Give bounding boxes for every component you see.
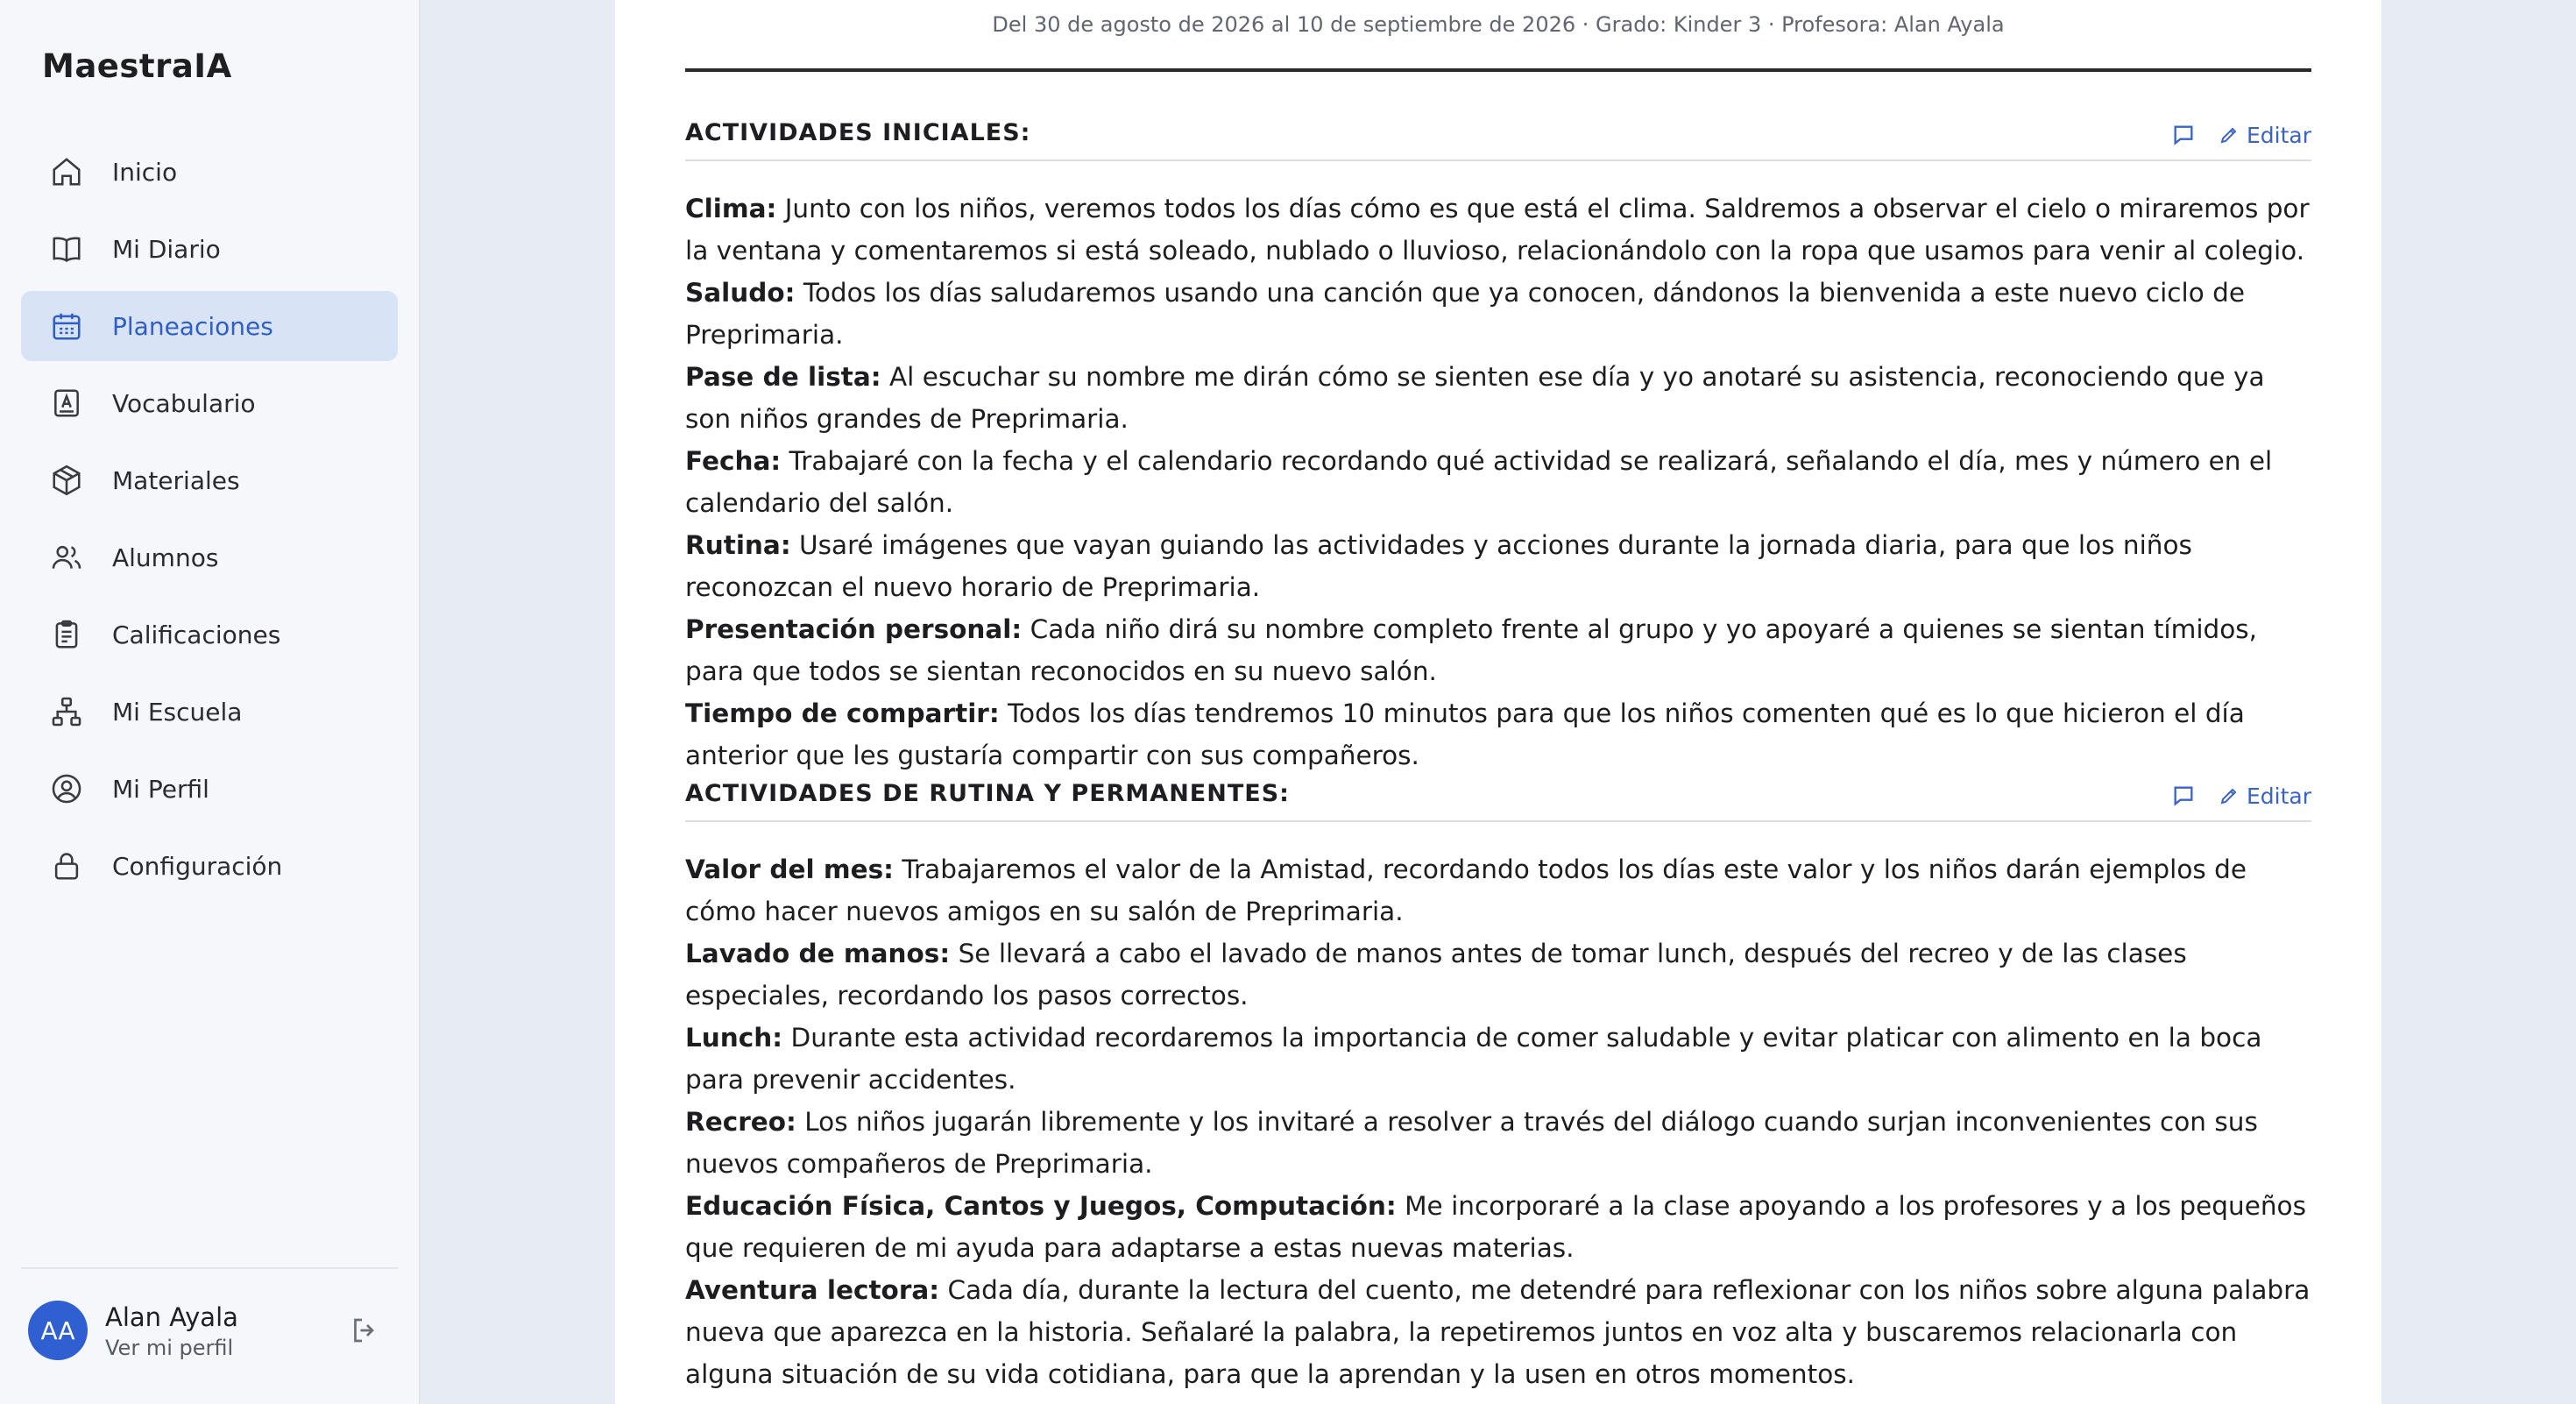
sidebar-item-configuracion[interactable]	[21, 831, 398, 901]
item-text: Trabajaré con la fecha y el calendario recordando qué actividad se realizará, señalando el día, mes y número en el calendario del salón.	[685, 446, 2273, 518]
item-text: Se llevará a cabo el lavado de manos antes de tomar lunch, después del recreo y de las clases especiales, recordando los pasos correctos.	[685, 939, 2187, 1010]
edit-label: Editar	[2246, 783, 2311, 809]
pencil-icon	[2219, 124, 2240, 145]
item-term: Lunch:	[685, 1023, 783, 1053]
sidebar-item-label: Materiales	[112, 465, 240, 495]
item-term: Educación Física, Cantos y Juegos, Computación:	[685, 1191, 1397, 1221]
item-term: Presentación personal:	[685, 614, 1023, 644]
list-item	[685, 932, 2311, 1017]
section-title: ACTIVIDADES DE RUTINA Y PERMANENTES:	[685, 780, 1290, 807]
edit-button[interactable]	[2219, 784, 2311, 809]
section-actions	[2168, 780, 2311, 812]
list-item	[685, 692, 2311, 776]
logout-button[interactable]	[349, 1315, 384, 1350]
comment-button[interactable]	[2168, 780, 2199, 812]
list-item	[685, 356, 2311, 440]
sidebar-item-vocabulario[interactable]	[21, 368, 398, 438]
item-term: Valor del mes:	[685, 854, 894, 884]
pencil-icon	[2219, 785, 2240, 806]
lock-icon	[49, 848, 84, 883]
item-term: Pase de lista:	[685, 362, 881, 392]
item-term: Tiempo de compartir:	[685, 698, 1000, 728]
section-title: ACTIVIDADES INICIALES:	[685, 119, 1031, 146]
item-text: Trabajaremos el valor de la Amistad, recordando todos los días este valor y los niños darán ejemplos de cómo hacer nuevos amigos en su salón de Preprimaria.	[685, 854, 2247, 926]
logout-icon	[349, 1315, 380, 1346]
sidebar-item-label: Configuración	[112, 851, 283, 881]
user-circle-icon	[49, 771, 84, 806]
section-body-actividades-rutina	[685, 848, 2311, 1395]
item-text: Cada niño dirá su nombre completo frente al grupo y yo apoyaré a quienes se sientan tímidos, para que todos se sientan reconocidos en su nuevo salón.	[685, 614, 2258, 686]
item-text: Junto con los niños, veremos todos los días cómo es que está el clima. Saldremos a observar el cielo o miraremos por la ventana y comentaremos si está soleado, nublado o lluvioso, relacionándolo con la ropa que usamos para venir al colegio.	[685, 194, 2310, 266]
edit-button[interactable]	[2219, 123, 2311, 148]
network-icon	[49, 694, 84, 729]
item-text: Todos los días tendremos 10 minutos para que los niños comenten qué es lo que hicieron el día anterior que les gustaría compartir con sus compañeros.	[685, 698, 2245, 770]
list-item	[685, 1101, 2311, 1185]
edit-label: Editar	[2246, 122, 2311, 148]
sidebar-item-label: Mi Diario	[112, 234, 221, 264]
book-icon	[49, 231, 84, 266]
sidebar-item-mi-perfil[interactable]	[21, 754, 398, 824]
comment-icon	[2171, 123, 2196, 147]
sidebar-item-label: Alumnos	[112, 542, 219, 572]
section-body-actividades-iniciales	[685, 188, 2311, 776]
sidebar-item-label: Inicio	[112, 157, 178, 187]
user-name: Alan Ayala	[105, 1302, 238, 1332]
sidebar-item-inicio[interactable]	[21, 137, 398, 207]
item-text: Los niños jugarán libremente y los invitaré a resolver a través del diálogo cuando surjan inconvenientes con sus nuevos compañeros de Preprimaria.	[685, 1107, 2258, 1179]
sidebar-item-mi-escuela[interactable]	[21, 677, 398, 747]
avatar[interactable]: AA	[28, 1301, 88, 1360]
brand-logo: MaestraIA	[42, 47, 232, 85]
calendar-icon	[49, 308, 84, 344]
item-term: Clima:	[685, 194, 777, 223]
sidebar-item-label: Planeaciones	[112, 311, 273, 341]
comment-icon	[2171, 784, 2196, 808]
section-header-actividades-rutina	[685, 780, 2311, 822]
sidebar-item-label: Mi Perfil	[112, 774, 209, 804]
planning-meta: Del 30 de agosto de 2026 al 10 de septiembre de 2026 · Grado: Kinder 3 · Profesora: Alan Ayala	[992, 12, 2005, 37]
item-term: Aventura lectora:	[685, 1275, 940, 1305]
sidebar-nav	[21, 137, 398, 908]
main-panel	[615, 0, 2381, 1404]
section-header-actividades-iniciales	[685, 119, 2311, 161]
sidebar-item-mi-diario[interactable]	[21, 214, 398, 284]
item-term: Saludo:	[685, 278, 796, 308]
vocabulary-icon	[49, 386, 84, 421]
sidebar-item-alumnos[interactable]	[21, 522, 398, 592]
comment-button[interactable]	[2168, 119, 2199, 151]
user-profile-block[interactable]	[21, 1267, 398, 1404]
list-item	[685, 524, 2311, 608]
sidebar-item-label: Vocabulario	[112, 388, 256, 418]
item-text: Cada día, durante la lectura del cuento, me detendré para reflexionar con los niños sobre alguna palabra nueva que aparezca en la historia. Señalaré la palabra, la repetiremos juntos en voz alta y buscaremos relacionarla con alguna situación de su vida cotidiana, para que la aprendan y la usen en otros momentos.	[685, 1275, 2311, 1389]
list-item	[685, 1017, 2311, 1101]
list-item	[685, 272, 2311, 356]
list-item	[685, 848, 2311, 932]
sidebar	[0, 0, 421, 1404]
sidebar-item-label: Mi Escuela	[112, 697, 243, 727]
section-actions	[2168, 119, 2311, 151]
box-icon	[49, 463, 84, 498]
view-profile-link[interactable]: Ver mi perfil	[105, 1336, 234, 1360]
sidebar-item-calificaciones[interactable]	[21, 599, 398, 670]
item-text: Al escuchar su nombre me dirán cómo se sienten ese día y yo anotaré su asistencia, reconociendo que ya son niños grandes de Preprimaria.	[685, 362, 2265, 434]
sidebar-item-planeaciones[interactable]	[21, 291, 398, 361]
clipboard-icon	[49, 617, 84, 652]
users-icon	[49, 540, 84, 575]
list-item	[685, 1185, 2311, 1269]
sidebar-item-label: Calificaciones	[112, 620, 281, 649]
item-term: Lavado de manos:	[685, 939, 951, 968]
home-icon	[49, 154, 84, 189]
item-term: Recreo:	[685, 1107, 796, 1137]
item-text: Durante esta actividad recordaremos la importancia de comer saludable y evitar platicar con alimento en la boca para prevenir accidentes.	[685, 1023, 2262, 1095]
item-term: Rutina:	[685, 530, 791, 560]
header-divider	[685, 68, 2311, 72]
item-text: Todos los días saludaremos usando una canción que ya conocen, dándonos la bienvenida a este nuevo ciclo de Preprimaria.	[685, 278, 2246, 350]
item-text: Me incorporaré a la clase apoyando a los profesores y a los pequeños que requieren de mi ayuda para adaptarse a estas nuevas materias.	[685, 1191, 2306, 1263]
list-item	[685, 608, 2311, 692]
item-term: Fecha:	[685, 446, 782, 476]
item-text: Usaré imágenes que vayan guiando las actividades y acciones durante la jornada diaria, para que los niños reconozcan el nuevo horario de Preprimaria.	[685, 530, 2192, 602]
list-item	[685, 1269, 2311, 1395]
sidebar-item-materiales[interactable]	[21, 445, 398, 515]
list-item	[685, 188, 2311, 272]
list-item	[685, 440, 2311, 524]
